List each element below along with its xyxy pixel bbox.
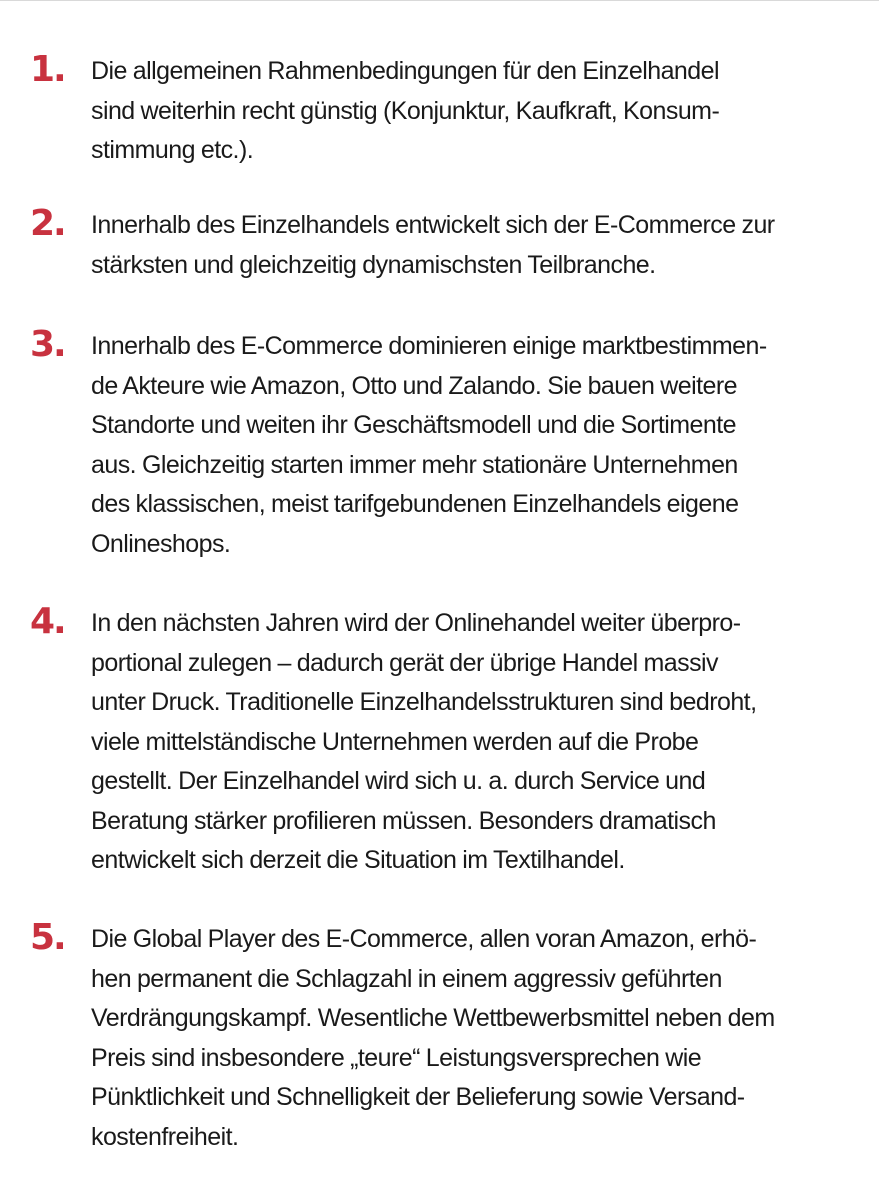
text-line: kostenfreiheit. [91, 1122, 239, 1151]
item-text [91, 920, 843, 1157]
text-line: Die allgemeinen Rahmenbedingungen für den Einzelhandel [91, 57, 719, 85]
text-line: unter Druck. Traditionelle Einzelhandelsstrukturen sind bedroht, [91, 688, 757, 716]
text-line: In den nächsten Jahren wird der Onlinehandel weiter überpro- [91, 609, 741, 637]
text-line: Innerhalb des Einzelhandels entwickelt sich der E-Commerce zur [91, 211, 775, 239]
text-line: aus. Gleichzeitig starten immer mehr stationäre Unternehmen [91, 450, 738, 479]
text-line: Die Global Player des E-Commerce, allen voran Amazon, erhö- [91, 925, 757, 953]
item-text [91, 52, 843, 171]
text-line: Pünktlichkeit und Schnelligkeit der Belieferung sowie Versand- [91, 1083, 745, 1111]
text-line: Onlineshops. [91, 529, 231, 558]
item-number: 4. [30, 601, 65, 642]
text-line: Beratung stärker profilieren müssen. Besonders dramatisch [91, 806, 716, 835]
text-line: portional zulegen – dadurch gerät der übrige Handel massiv [91, 648, 719, 677]
text-line: sind weiterhin recht günstig (Konjunktur, Kaufkraft, Konsum- [91, 96, 720, 125]
item-number: 1. [30, 49, 65, 90]
item-text [91, 327, 843, 564]
item-number: 2. [30, 203, 65, 244]
text-line: viele mittelständische Unternehmen werden auf die Probe [91, 727, 699, 756]
item-number: 3. [30, 324, 65, 365]
text-line: Innerhalb des E-Commerce dominieren einige marktbestimmen- [91, 332, 767, 360]
text-line: gestellt. Der Einzelhandel wird sich u. a. durch Service und [91, 767, 706, 795]
text-line: de Akteure wie Amazon, Otto und Zalando. Sie bauen weitere [91, 371, 737, 400]
top-divider [0, 0, 879, 1]
text-line: stimmung etc.). [91, 136, 254, 164]
item-number: 5. [30, 917, 65, 958]
item-text [91, 604, 843, 881]
text-line: Standorte und weiten ihr Geschäftsmodell und die Sortimente [91, 411, 736, 439]
text-line: entwickelt sich derzeit die Situation im Textilhandel. [91, 846, 625, 874]
text-line: Preis sind insbesondere „teure“ Leistungsversprechen wie [91, 1043, 702, 1072]
text-line: hen permanent die Schlagzahl in einem aggressiv geführten [91, 964, 722, 993]
text-line: Verdrängungskampf. Wesentliche Wettbewerbsmittel neben dem [91, 1004, 775, 1032]
text-line: des klassischen, meist tarifgebundenen Einzelhandels eigene [91, 490, 739, 518]
text-line: stärksten und gleichzeitig dynamischsten Teilbranche. [91, 250, 656, 279]
item-text [91, 206, 843, 285]
